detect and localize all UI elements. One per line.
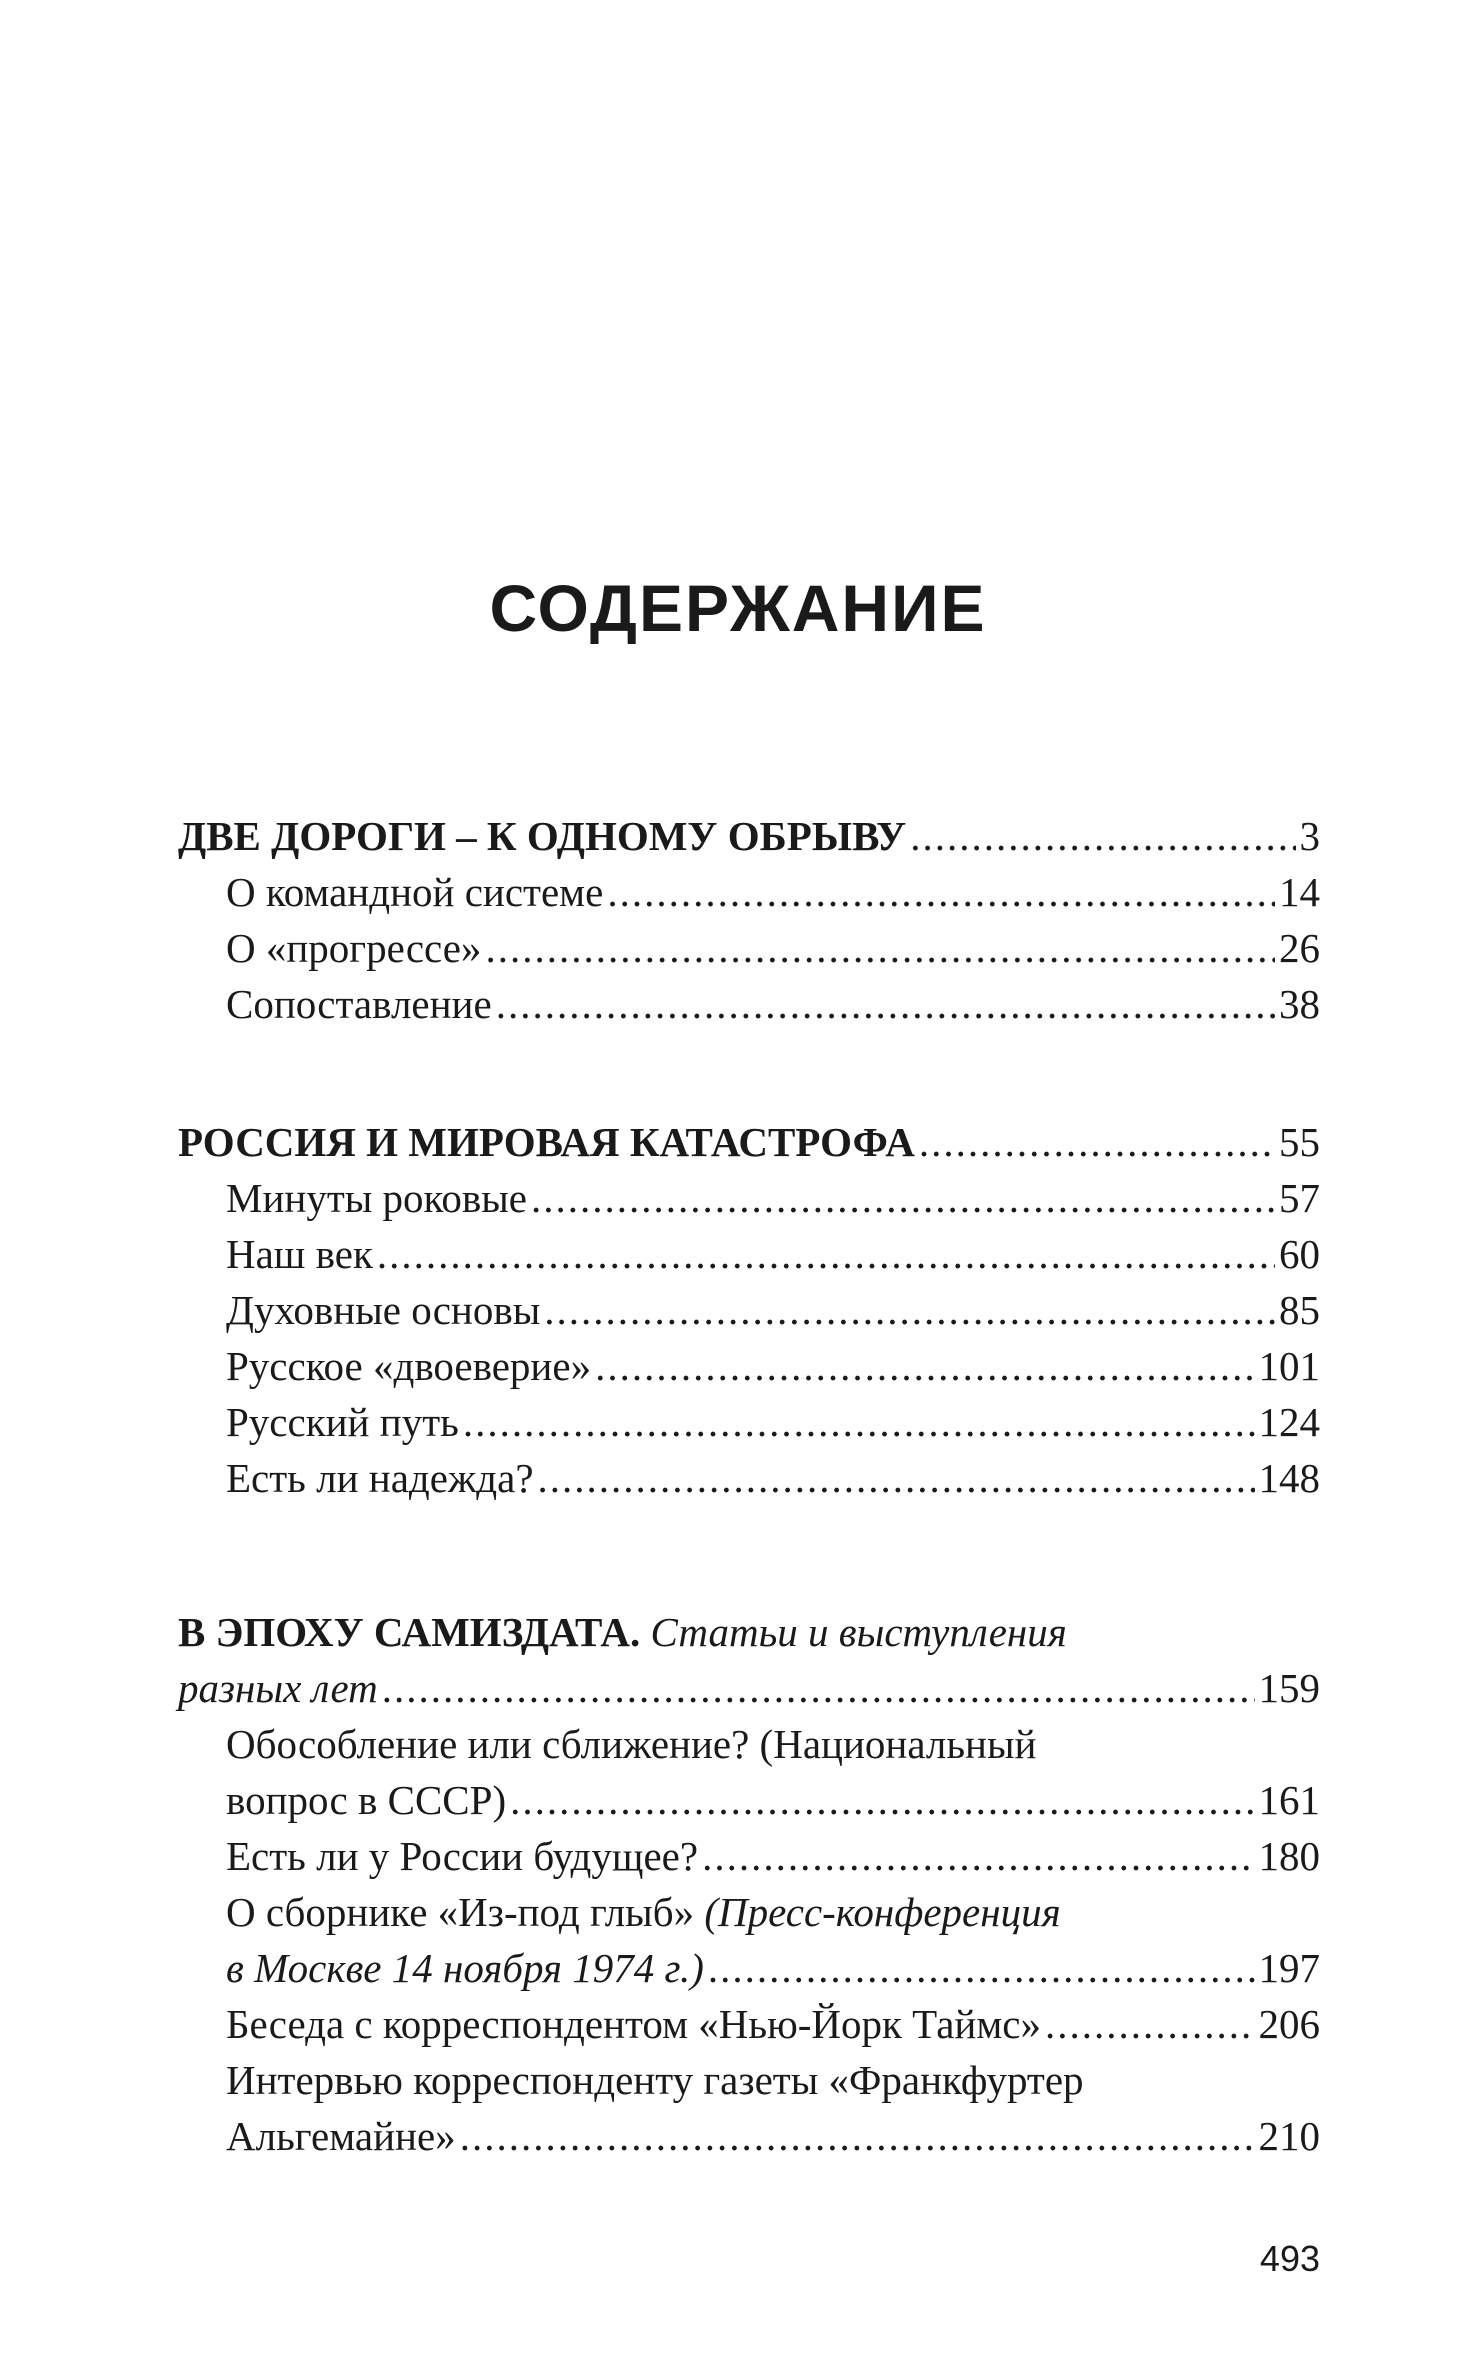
toc-page-number: 101 bbox=[1258, 1343, 1320, 1389]
toc-item-label: Беседа с корреспондентом «Нью-Йорк Таймс» bbox=[226, 2001, 1041, 2047]
leader-dots bbox=[702, 1828, 1254, 1884]
toc-item-label: Сопоставление bbox=[226, 981, 492, 1027]
toc-heading-line bbox=[178, 1604, 1320, 1660]
toc-page-number: 197 bbox=[1258, 1945, 1320, 1991]
toc-item bbox=[226, 864, 1320, 920]
toc-item-label: Есть ли у России будущее? bbox=[226, 1833, 699, 1879]
toc-item-label: Наш век bbox=[226, 1231, 373, 1277]
toc-item-label: О «прогрессе» bbox=[226, 925, 482, 971]
toc-page-number: 210 bbox=[1258, 2113, 1320, 2159]
leader-dots bbox=[460, 2108, 1255, 2164]
toc-page-number: 159 bbox=[1258, 1665, 1320, 1711]
leader-dots bbox=[382, 1660, 1255, 1716]
toc-page-number: 161 bbox=[1258, 1777, 1320, 1823]
toc-page-number: 57 bbox=[1279, 1175, 1320, 1221]
toc-item bbox=[226, 1226, 1320, 1282]
leader-dots bbox=[496, 976, 1275, 1032]
toc-item-label: Минуты роковые bbox=[226, 1175, 527, 1221]
toc-item bbox=[226, 920, 1320, 976]
toc-item bbox=[226, 1996, 1320, 2052]
toc-item-label: Духовные основы bbox=[226, 1287, 541, 1333]
leader-dots bbox=[463, 1394, 1255, 1450]
leader-dots bbox=[538, 1450, 1255, 1506]
leader-dots bbox=[485, 920, 1275, 976]
toc-item bbox=[226, 1394, 1320, 1450]
toc-item bbox=[226, 1716, 1320, 1828]
leader-dots bbox=[1045, 1996, 1255, 2052]
toc-item-label: Русский путь bbox=[226, 1399, 459, 1445]
toc-item-line bbox=[226, 1884, 1320, 1940]
toc-item bbox=[226, 1338, 1320, 1394]
toc-item bbox=[226, 1170, 1320, 1226]
toc-item bbox=[226, 2052, 1320, 2164]
leader-dots bbox=[708, 1940, 1255, 1996]
toc-item-label: вопрос в СССР) bbox=[226, 1777, 507, 1823]
leader-dots bbox=[544, 1282, 1275, 1338]
toc-item bbox=[226, 1282, 1320, 1338]
toc-item-note: (Пресс-конференция bbox=[704, 1889, 1061, 1935]
toc-item-line: Обособление или сближение? (Национальный bbox=[226, 1721, 1037, 1767]
toc-item-line: Интервью корреспонденту газеты «Франкфуртер bbox=[226, 2057, 1084, 2103]
toc-item-label: Русское «двоеверие» bbox=[226, 1343, 592, 1389]
toc-item bbox=[226, 976, 1320, 1032]
page-number: 493 bbox=[1259, 2238, 1320, 2279]
toc-page-number: 85 bbox=[1279, 1287, 1320, 1333]
toc-page-number: 124 bbox=[1258, 1399, 1320, 1445]
leader-dots bbox=[377, 1226, 1275, 1282]
toc-item bbox=[226, 1450, 1320, 1506]
leader-dots bbox=[531, 1170, 1275, 1226]
toc-item bbox=[226, 1828, 1320, 1884]
toc-page-number: 180 bbox=[1258, 1833, 1320, 1879]
toc-page-number: 206 bbox=[1258, 2001, 1320, 2047]
toc-heading-text: ДВЕ ДОРОГИ – К ОДНОМУ ОБРЫВУ bbox=[178, 813, 907, 859]
toc-heading-subtitle: Статьи и выступления bbox=[650, 1609, 1067, 1655]
toc-item bbox=[226, 1884, 1320, 1996]
leader-dots bbox=[910, 808, 1295, 864]
toc-section-heading bbox=[178, 808, 1320, 864]
toc-item-label: О сборнике «Из-под глыб» bbox=[226, 1889, 695, 1935]
toc-heading-subtitle-cont: разных лет bbox=[178, 1665, 378, 1711]
toc-page-number: 55 bbox=[1279, 1119, 1320, 1165]
toc-page-number: 3 bbox=[1299, 813, 1320, 859]
toc-item-label: Есть ли надежда? bbox=[226, 1455, 534, 1501]
toc-item-label: О командной системе bbox=[226, 869, 604, 915]
toc-item-note-cont: в Москве 14 ноября 1974 г.) bbox=[226, 1945, 704, 1991]
toc-section-heading bbox=[178, 1604, 1320, 1716]
leader-dots bbox=[510, 1772, 1254, 1828]
toc-page-number: 60 bbox=[1279, 1231, 1320, 1277]
toc-page-number: 14 bbox=[1279, 869, 1320, 915]
toc-page-number: 26 bbox=[1279, 925, 1320, 971]
page-title: СОДЕРЖАНИЕ bbox=[489, 571, 987, 645]
leader-dots bbox=[595, 1338, 1254, 1394]
toc-page-number: 38 bbox=[1279, 981, 1320, 1027]
toc-page-number: 148 bbox=[1258, 1455, 1320, 1501]
leader-dots bbox=[607, 864, 1275, 920]
toc-heading-text: РОССИЯ И МИРОВАЯ КАТАСТРОФА bbox=[178, 1119, 915, 1165]
toc-section-heading bbox=[178, 1114, 1320, 1170]
toc-item-label: Альгемайне» bbox=[226, 2113, 456, 2159]
toc-heading-text: В ЭПОХУ САМИЗДАТА. bbox=[178, 1609, 641, 1655]
leader-dots bbox=[919, 1114, 1275, 1170]
